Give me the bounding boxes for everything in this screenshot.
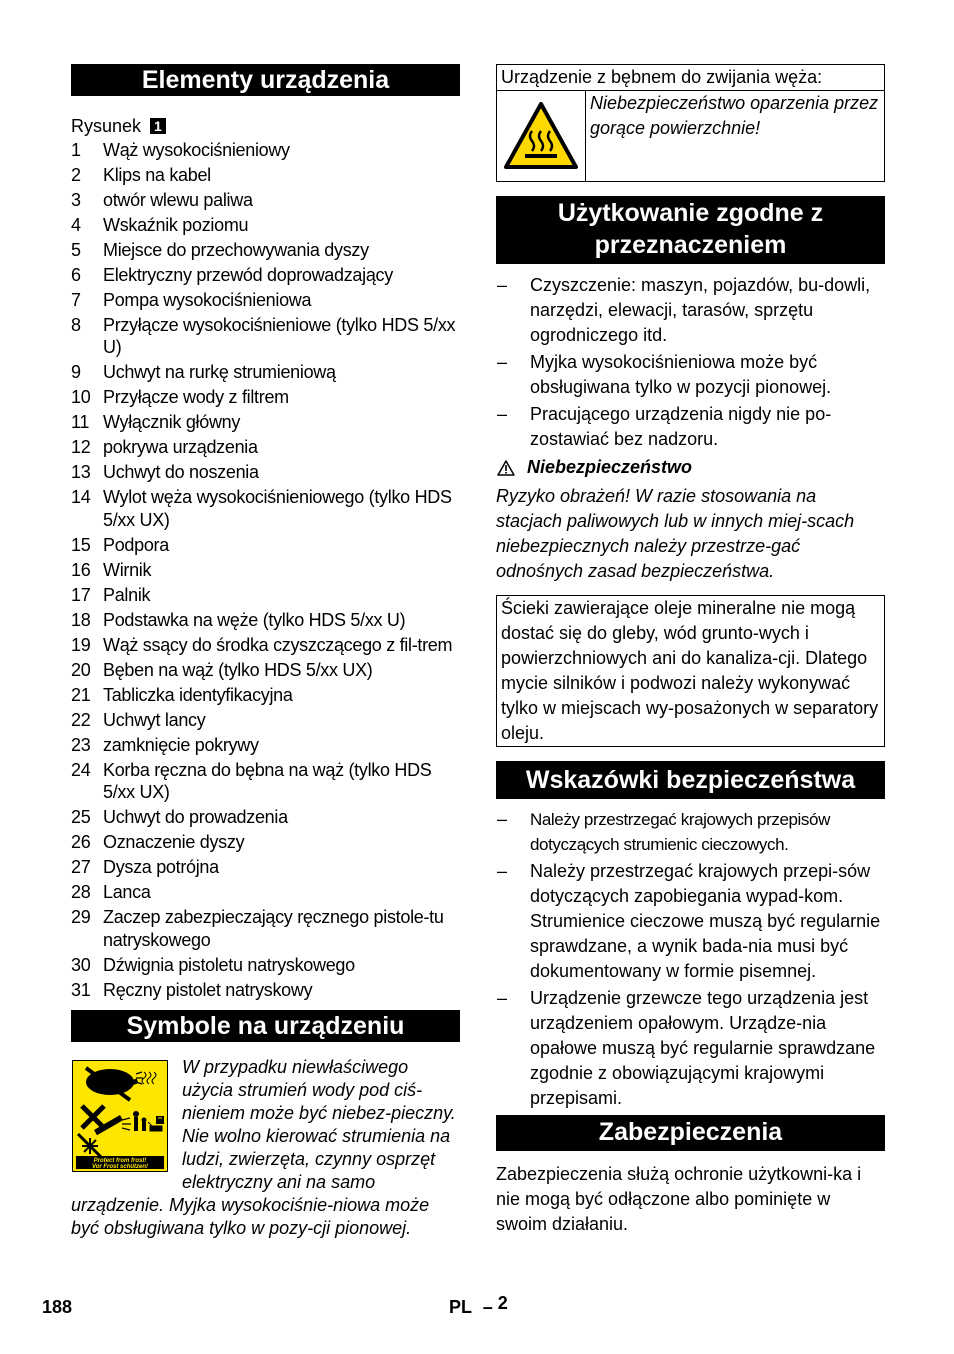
part-name: Zaczep zabezpieczający ręcznego pistole-tu natryskowego bbox=[103, 907, 444, 950]
part-name: Klips na kabel bbox=[103, 164, 211, 185]
parts-list-item bbox=[71, 534, 460, 559]
parts-list-item bbox=[71, 139, 460, 164]
part-number: 12 bbox=[71, 437, 91, 458]
language-code: PL bbox=[449, 1297, 472, 1317]
part-name: pokrywa urządzenia bbox=[103, 437, 258, 458]
bullet-dash: – bbox=[497, 275, 508, 295]
danger-heading bbox=[496, 455, 885, 480]
part-name: Podpora bbox=[103, 534, 169, 555]
part-name: Uchwyt do noszenia bbox=[103, 462, 259, 483]
part-name: Wąż ssący do środka czyszczącego z fil-trem bbox=[103, 634, 453, 655]
part-number: 2 bbox=[71, 164, 81, 185]
figure-label: Rysunek bbox=[71, 116, 142, 136]
parts-list-item bbox=[71, 314, 460, 362]
left-column bbox=[71, 64, 460, 1240]
part-number: 17 bbox=[71, 584, 91, 605]
bullet-text: Należy przestrzegać krajowych przepisów dotyczących strumienic cieczowych. bbox=[530, 810, 830, 854]
bullet-dash: – bbox=[497, 988, 508, 1008]
part-name: Elektryczny przewód doprowadzający bbox=[103, 264, 393, 285]
part-number: 22 bbox=[71, 709, 91, 730]
part-name: Pompa wysokociśnieniowa bbox=[103, 289, 312, 310]
footer-language bbox=[449, 1293, 508, 1318]
oil-note-box: Ścieki zawierające oleje mineralne nie mogą dostać się do gleby, wód grunto-wych i powierzchniowych ani do kanaliza-cji. Dlatego mycie silników i podwozi należy wykonywać tylko w miejscach wy-posażonych w separatory oleju. bbox=[496, 595, 885, 747]
part-name: Palnik bbox=[103, 584, 151, 605]
part-number: 3 bbox=[71, 189, 81, 210]
parts-list-item bbox=[71, 386, 460, 411]
parts-list-item bbox=[71, 584, 460, 609]
protection-text: Zabezpieczenia służą ochronie użytkowni-ka i nie mogą być odłączone albo pominięte w swoim działaniu. bbox=[496, 1164, 862, 1234]
part-number: 18 bbox=[71, 609, 91, 630]
part-name: Uchwyt lancy bbox=[103, 709, 206, 730]
right-column bbox=[496, 64, 885, 1237]
parts-list-item bbox=[71, 634, 460, 659]
part-number: 4 bbox=[71, 214, 81, 235]
danger-title: Niebezpieczeństwo bbox=[527, 457, 693, 477]
part-number: 30 bbox=[71, 954, 91, 975]
part-number: 13 bbox=[71, 462, 91, 483]
section-heading-symbols: Symbole na urządzeniu bbox=[71, 1010, 460, 1042]
symbol-label-de: Vor Frost schützen! bbox=[91, 1163, 149, 1170]
part-number: 7 bbox=[71, 289, 81, 310]
parts-list-item bbox=[71, 709, 460, 734]
symbol-description: W przypadku niewłaściwego użycia strumień wody pod ciś-nieniem może być niebez-pieczny. Nie wolno kierować strumienia na ludzi, zwierzęta, czynny osprzęt elektryczny ani na samo urządzenie. Myjka wysokociśnie-niowa może być obsługiwana tylko w pozy-cji pionowej. bbox=[71, 1056, 456, 1238]
hose-reel-box-caption: Urządzenie z bębnem do zwijania węża: bbox=[497, 65, 884, 91]
part-name: Dysza potrójna bbox=[103, 857, 219, 878]
parts-list-item bbox=[71, 164, 460, 189]
parts-list-item bbox=[71, 659, 460, 684]
part-number: 29 bbox=[71, 907, 91, 928]
bullet-dash: – bbox=[497, 809, 508, 829]
part-number: 31 bbox=[71, 979, 91, 1000]
bullet-dash: – bbox=[497, 352, 508, 372]
part-name: Podstawka na węże (tylko HDS 5/xx U) bbox=[103, 609, 406, 630]
bullet-dash: – bbox=[497, 861, 508, 881]
danger-text: Ryzyko obrażeń! W razie stosowania na stacjach paliwowych lub w innych miej-scach niebezpiecznych należy przestrze-gać odnośnych zasad bezpieczeństwa. bbox=[496, 486, 855, 581]
parts-list-item bbox=[71, 881, 460, 906]
section-heading-intended-use: Użytkowanie zgodne z przeznaczeniem bbox=[496, 196, 885, 264]
bullet-item bbox=[496, 986, 885, 1111]
bullet-item bbox=[496, 807, 885, 857]
part-name: otwór wlewu paliwa bbox=[103, 189, 253, 210]
warning-symbol-icon bbox=[72, 1060, 168, 1172]
part-name: Wirnik bbox=[103, 559, 152, 580]
hot-surface-warning-icon bbox=[503, 101, 579, 171]
bullet-dash: – bbox=[497, 404, 508, 424]
parts-list-item bbox=[71, 954, 460, 979]
part-number: 8 bbox=[71, 314, 81, 335]
parts-list-item bbox=[71, 979, 460, 1004]
page-number: 188 bbox=[42, 1297, 73, 1317]
part-name: Oznaczenie dyszy bbox=[103, 832, 245, 853]
part-number: 1 bbox=[71, 140, 81, 160]
part-name: Wąż wysokociśnieniowy bbox=[103, 140, 290, 160]
footer-dash: – bbox=[482, 1297, 493, 1317]
part-name: Uchwyt na rurkę strumieniową bbox=[103, 362, 336, 383]
parts-list-item bbox=[71, 411, 460, 436]
bullet-text: Czyszczenie: maszyn, pojazdów, bu-dowli, narzędzi, elewacji, tarasów, sprzętu ogrodniczego itd. bbox=[530, 275, 871, 345]
part-number: 21 bbox=[71, 684, 91, 705]
part-name: Ręczny pistolet natryskowy bbox=[103, 979, 313, 1000]
figure-number-badge: 1 bbox=[150, 118, 166, 134]
symbol-label-en: Protect from frost! bbox=[93, 1157, 147, 1164]
figure-reference bbox=[71, 114, 460, 139]
part-name: Wyłącznik główny bbox=[103, 412, 241, 433]
part-number: 9 bbox=[71, 362, 81, 383]
intended-use-list bbox=[496, 273, 885, 452]
part-number: 23 bbox=[71, 734, 91, 755]
parts-list-item bbox=[71, 189, 460, 214]
bullet-item bbox=[496, 273, 885, 348]
parts-list-item bbox=[71, 684, 460, 709]
parts-list bbox=[71, 139, 460, 1004]
parts-list-item bbox=[71, 486, 460, 534]
part-name: Przyłącze wysokociśnieniowe (tylko HDS 5/xx U) bbox=[103, 314, 456, 358]
parts-list-item bbox=[71, 734, 460, 759]
part-name: Wskaźnik poziomu bbox=[103, 214, 249, 235]
part-number: 11 bbox=[71, 412, 90, 433]
part-number: 16 bbox=[71, 559, 91, 580]
part-number: 15 bbox=[71, 534, 91, 555]
part-name: Bęben na wąż (tylko HDS 5/xx UX) bbox=[103, 659, 373, 680]
part-name: Korba ręczna do bębna na wąż (tylko HDS 5/xx UX) bbox=[103, 759, 432, 803]
part-number: 26 bbox=[71, 832, 91, 853]
bullet-text: Należy przestrzegać krajowych przepi-sów dotyczących zapobiegania wypad-kom. Strumienice cieczowe muszą być regularnie sprawdzane, a wynik bada-nia musi być dokumentowany w formie pisemnej. bbox=[530, 861, 881, 981]
part-name: Wylot węża wysokociśnieniowego (tylko HDS 5/xx UX) bbox=[103, 487, 452, 530]
bullet-text: Myjka wysokociśnieniowa może być obsługiwana tylko w pozycji pionowej. bbox=[530, 352, 832, 397]
parts-list-item bbox=[71, 289, 460, 314]
part-number: 10 bbox=[71, 387, 91, 408]
parts-list-item bbox=[71, 856, 460, 881]
part-number: 14 bbox=[71, 487, 91, 508]
part-name: Tabliczka identyfikacyjna bbox=[103, 684, 293, 705]
sub-page-number: 2 bbox=[497, 1293, 508, 1313]
part-name: zamknięcie pokrywy bbox=[103, 734, 259, 755]
section-heading-safety: Wskazówki bezpieczeństwa bbox=[496, 761, 885, 799]
safety-list bbox=[496, 807, 885, 1111]
parts-list-item bbox=[71, 609, 460, 634]
part-number: 28 bbox=[71, 882, 91, 903]
bullet-item bbox=[496, 350, 885, 400]
parts-list-item bbox=[71, 214, 460, 239]
hot-surface-icon-cell bbox=[497, 91, 586, 181]
part-number: 27 bbox=[71, 857, 91, 878]
bullet-text: Urządzenie grzewcze tego urządzenia jest urządzeniem opałowym. Urządze-nia opałowe muszą być regularnie sprawdzane zgodnie z obowiązującymi krajowymi przepisami. bbox=[530, 988, 876, 1108]
parts-list-item bbox=[71, 461, 460, 486]
parts-list-item bbox=[71, 906, 460, 954]
part-name: Dźwignia pistoletu natryskowego bbox=[103, 954, 355, 975]
bullet-item bbox=[496, 402, 885, 452]
part-name: Miejsce do przechowywania dyszy bbox=[103, 239, 369, 260]
part-number: 6 bbox=[71, 264, 81, 285]
danger-triangle-icon bbox=[497, 460, 515, 476]
part-name: Przyłącze wody z filtrem bbox=[103, 387, 289, 408]
bullet-item bbox=[496, 859, 885, 984]
parts-list-item bbox=[71, 436, 460, 461]
part-number: 5 bbox=[71, 239, 81, 260]
part-name: Uchwyt do prowadzenia bbox=[103, 807, 288, 828]
part-number: 20 bbox=[71, 659, 91, 680]
parts-list-item bbox=[71, 806, 460, 831]
part-number: 24 bbox=[71, 759, 91, 780]
part-name: Lanca bbox=[103, 882, 151, 903]
symbol-section bbox=[71, 1056, 460, 1240]
part-number: 19 bbox=[71, 634, 91, 655]
section-heading-device-elements: Elementy urządzenia bbox=[71, 64, 460, 96]
parts-list-item bbox=[71, 559, 460, 584]
hot-surface-warning-text: Niebezpieczeństwo oparzenia przez gorące powierzchnie! bbox=[590, 93, 879, 138]
parts-list-item bbox=[71, 831, 460, 856]
hose-reel-warning-box bbox=[496, 64, 885, 182]
section-heading-protection: Zabezpieczenia bbox=[496, 1115, 885, 1151]
parts-list-item bbox=[71, 759, 460, 807]
parts-list-item bbox=[71, 264, 460, 289]
part-number: 25 bbox=[71, 807, 91, 828]
parts-list-item bbox=[71, 361, 460, 386]
parts-list-item bbox=[71, 239, 460, 264]
bullet-text: Pracującego urządzenia nigdy nie po-zostawiać bez nadzoru. bbox=[530, 404, 832, 449]
